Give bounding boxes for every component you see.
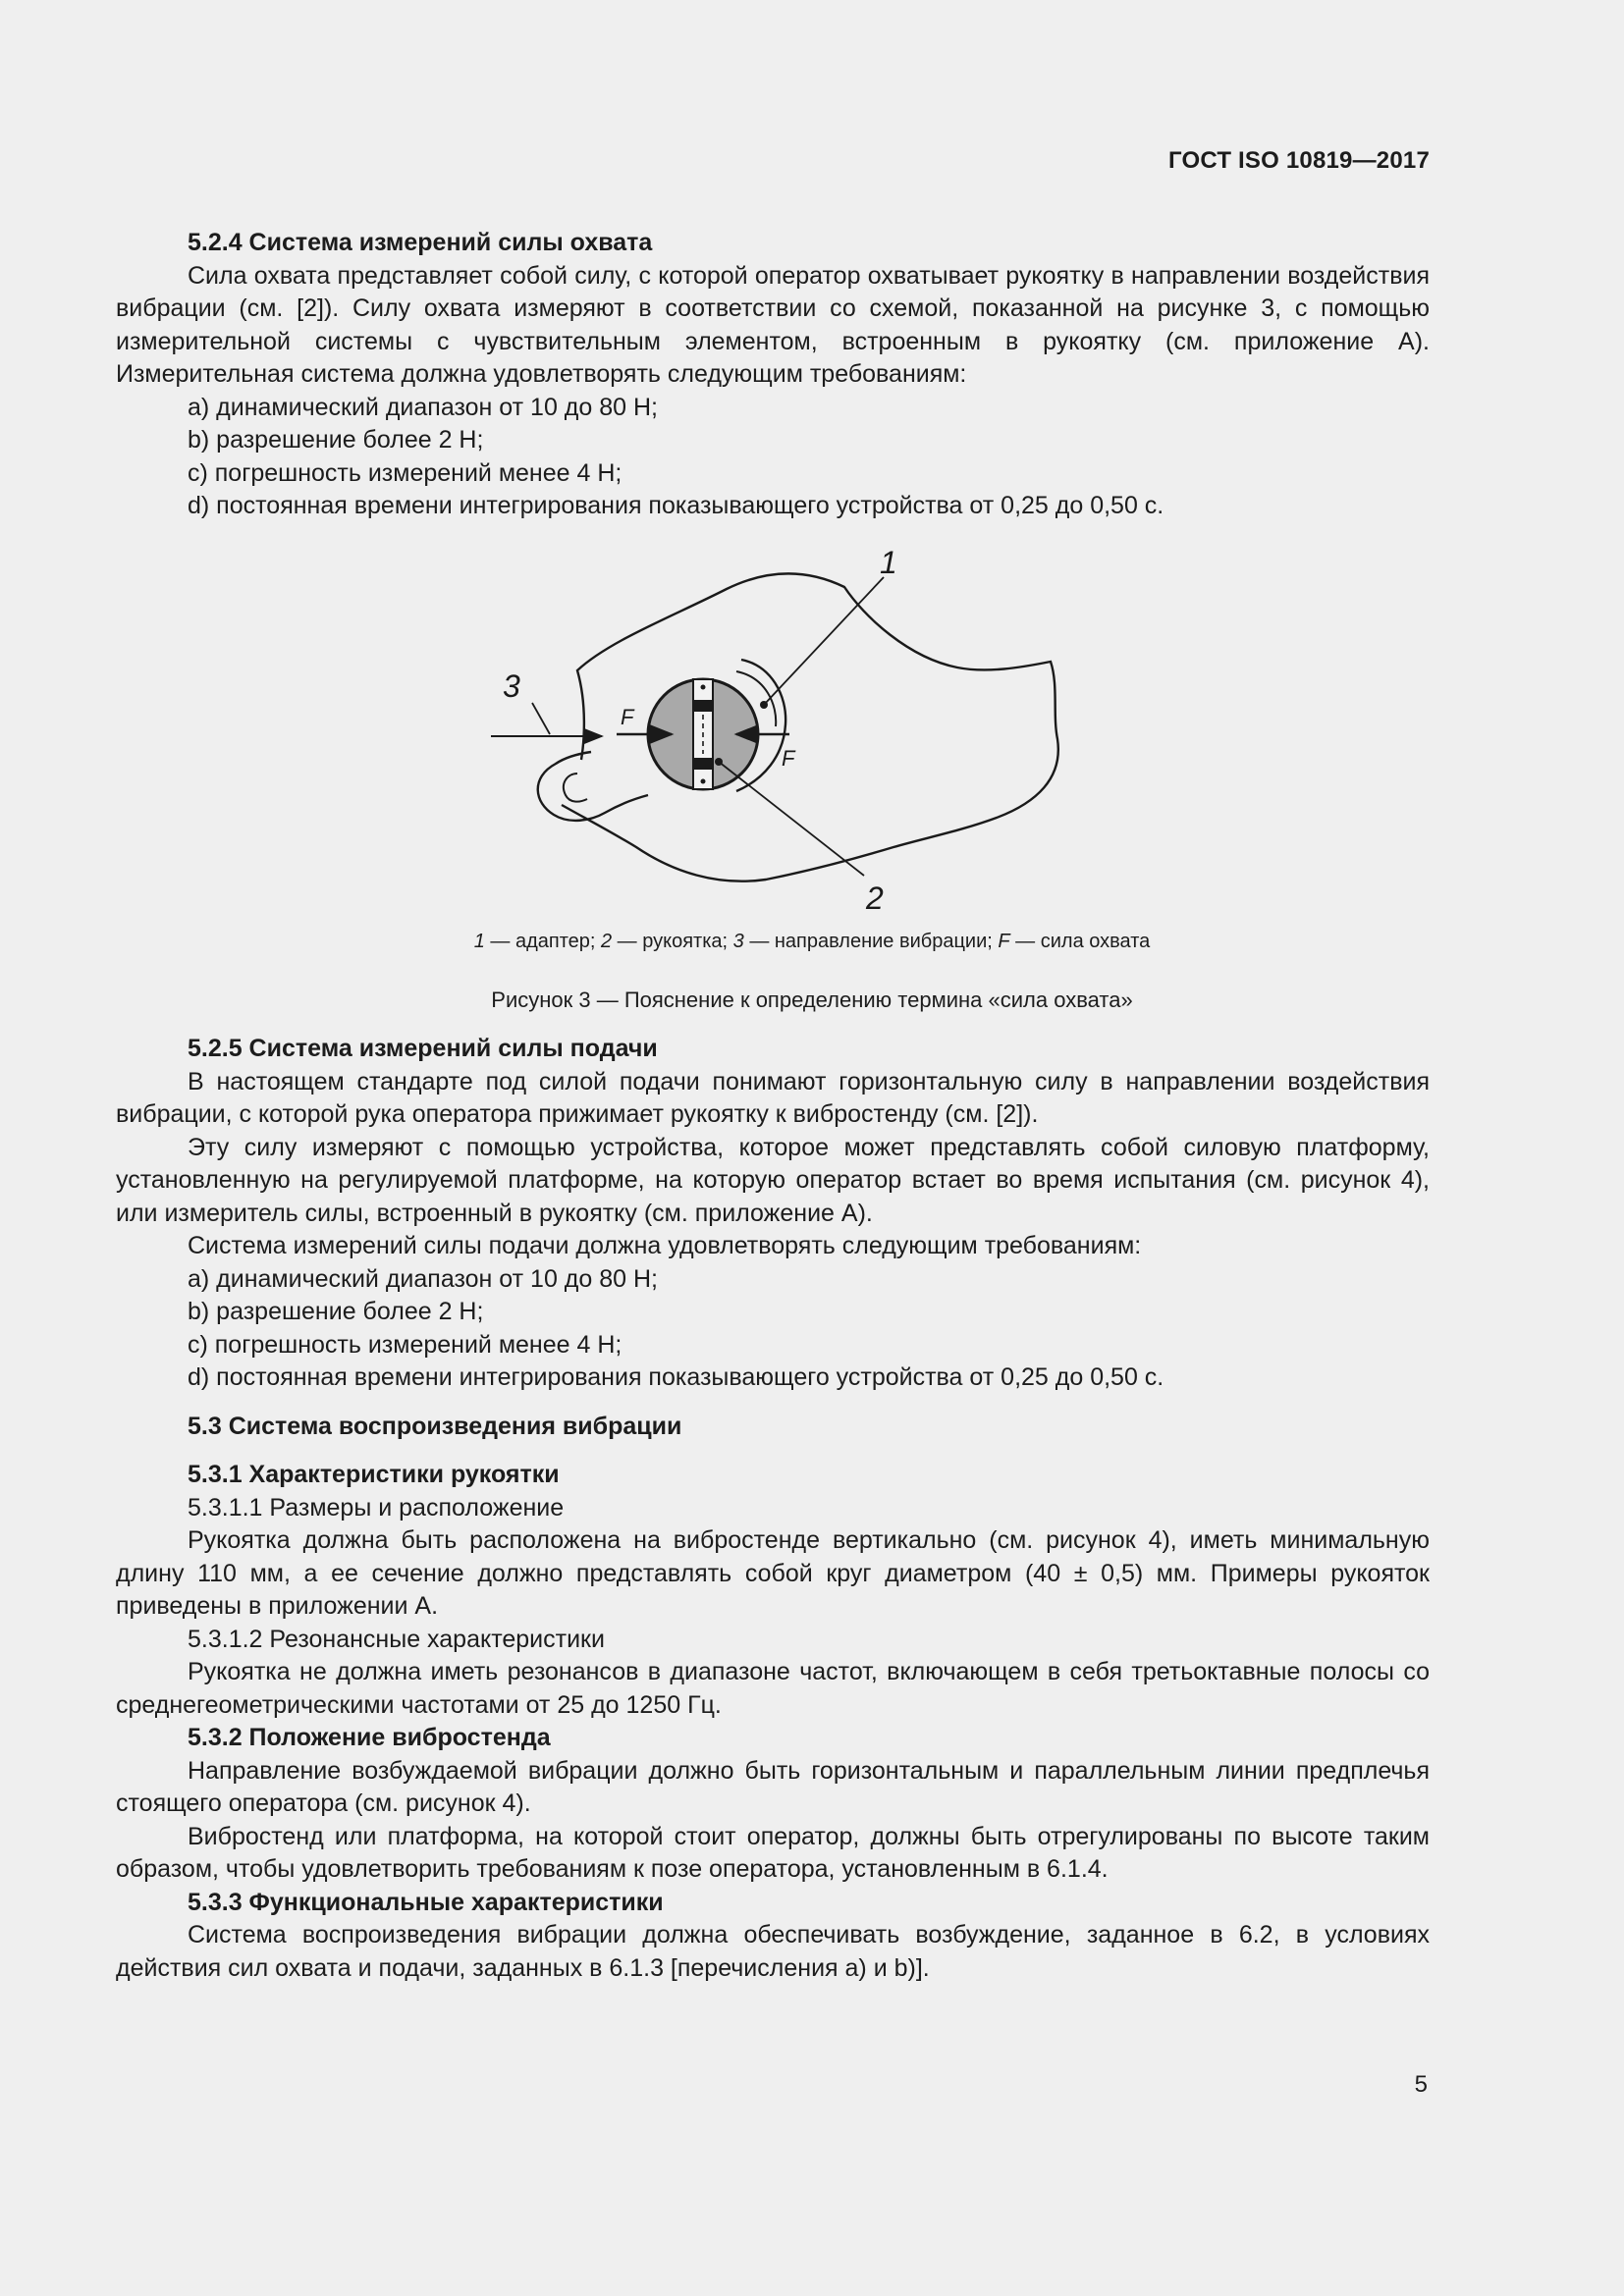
paragraph: Эту силу измеряют с помощью устройства, которое может представлять собой силовую платформу, установленную на регулируемой платформе, на которую оператор встает во время испытания (см. рисунок 4), или измеритель силы, встроенный в рукоятку (см. приложение А).: [116, 1133, 1430, 1227]
paragraph: Рукоятка не должна иметь резонансов в диапазоне частот, включающем в себя третьоктавные полосы со среднегеометрическими частотами от 25 до 1250 Гц.: [116, 1658, 1430, 1719]
section-5-2-4: [116, 227, 1430, 523]
list-item: d) постоянная времени интегрирования показывающего устройства от 0,25 до 0,50 с.: [188, 1363, 1164, 1391]
paragraph: В настоящем стандарте под силой подачи понимают горизонтальную силу в направлении воздействия вибрации, с которой рука оператора прижимает рукоятку к вибростенду (см. [2]).: [116, 1067, 1430, 1128]
legend-text: — адаптер;: [484, 931, 601, 952]
section-5-2-5-and-5-3: [116, 1033, 1430, 1985]
label-force-right: F: [782, 746, 795, 771]
legend-number: F: [998, 931, 1010, 952]
document-header: ГОСТ ISO 10819—2017: [1168, 147, 1430, 174]
subsection-heading: 5.3.2 Положение вибростенда: [188, 1724, 551, 1751]
subsubsection-heading: 5.3.1.2 Резонансные характеристики: [188, 1625, 605, 1653]
section-heading: 5.2.4 Система измерений силы охвата: [188, 229, 653, 256]
paragraph: Система воспроизведения вибрации должна обеспечивать возбуждение, заданное в 6.2, в условиях действия сил охвата и подачи, заданных в 6.1.3 [перечисления а) и b)].: [116, 1921, 1430, 1982]
paragraph: Вибростенд или платформа, на которой стоит оператор, должны быть отрегулированы по высоте таким образом, чтобы удовлетворить требованиям к позе оператора, установленным в 6.1.4.: [116, 1822, 1430, 1883]
spacer: [116, 1443, 1430, 1459]
label-3: 3: [503, 668, 520, 704]
page-number: 5: [1414, 2071, 1428, 2098]
label-force-left: F: [621, 705, 634, 729]
subsection-heading: 5.3.3 Функциональные характеристики: [188, 1888, 664, 1916]
list-item: c) погрешность измерений менее 4 Н;: [188, 1330, 623, 1359]
figure-legend: [0, 927, 1624, 956]
list-item: b) разрешение более 2 Н;: [188, 1298, 484, 1325]
legend-text: — рукоятка;: [612, 931, 733, 952]
list-item: d) постоянная времени интегрирования показывающего устройства от 0,25 до 0,50 с.: [188, 492, 1164, 519]
section-heading: 5.3 Система воспроизведения вибрации: [188, 1412, 682, 1440]
legend-number: 3: [732, 931, 744, 952]
figure-3-grip-force-diagram: [471, 538, 1119, 921]
figure-caption: Рисунок 3 — Пояснение к определению термина «сила охвата»: [491, 988, 1133, 1012]
subsection-heading: 5.3.1 Характеристики рукоятки: [188, 1461, 560, 1488]
legend-text: — направление вибрации;: [743, 931, 999, 952]
paragraph: Направление возбуждаемой вибрации должно быть горизонтальным и параллельным линии предплечья стоящего оператора (см. рисунок 4).: [116, 1756, 1430, 1817]
paragraph: Рукоятка должна быть расположена на вибростенде вертикально (см. рисунок 4), иметь минимальную длину 110 мм, а ее сечение должно представлять собой круг диаметром (40 ± 0,5) мм. Примеры рукояток приведены в приложении А.: [116, 1526, 1430, 1620]
thumbnail-outline: [564, 774, 587, 802]
thumb-outline: [538, 752, 648, 821]
spacer: [116, 1395, 1430, 1411]
list-item: a) динамический диапазон от 10 до 80 Н;: [188, 1264, 658, 1293]
section-heading: 5.2.5 Система измерений силы подачи: [188, 1035, 658, 1062]
hand-outline: [562, 573, 1058, 881]
subsubsection-heading: 5.3.1.1 Размеры и расположение: [188, 1493, 565, 1522]
legend-number: 1: [473, 931, 485, 952]
label-1: 1: [880, 545, 897, 580]
list-item: a) динамический диапазон от 10 до 80 Н;: [188, 393, 658, 421]
paragraph: Система измерений силы подачи должна удовлетворять следующим требованиям:: [188, 1232, 1142, 1259]
legend-text: — сила охвата: [1009, 931, 1151, 952]
label-2: 2: [866, 881, 884, 916]
legend-number: 2: [600, 931, 613, 952]
list-item: c) погрешность измерений менее 4 Н;: [188, 458, 623, 487]
paragraph: Сила охвата представляет собой силу, с которой оператор охватывает рукоятку в направлении воздействия вибрации (см. [2]). Силу охвата измеряют в соответствии со схемой, показанной на рисунке 3, с помощью измерительной системы с чувствительным элементом, встроенным в рукоятку (см. приложение А). Измерительная система должна удовлетворять следующим требованиям:: [116, 261, 1430, 388]
list-item: b) разрешение более 2 Н;: [188, 426, 484, 454]
